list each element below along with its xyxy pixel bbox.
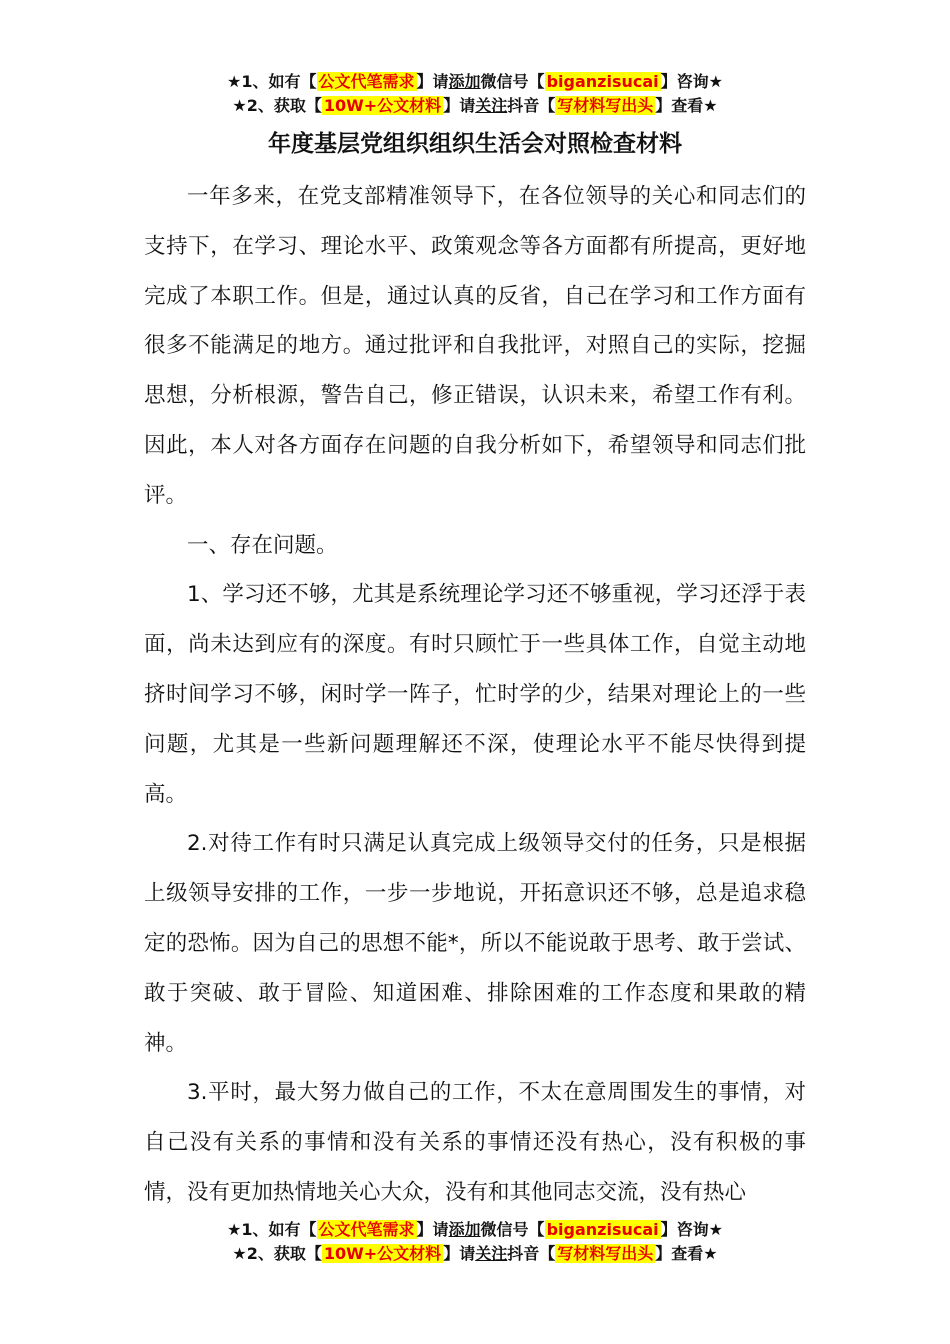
banner-text: 微信号【 — [480, 72, 545, 91]
banner-text: ★2、获取【 — [232, 96, 322, 115]
banner-highlight: 公文代笔需求 — [318, 72, 415, 91]
banner-text: 】咨询★ — [660, 1220, 723, 1239]
paragraph-item-3: 3.平时，最大努力做自己的工作，不太在意周围发生的事情，对自己没有关系的事情和没有关系的事情还没有热心，没有积极的事情，没有更加热情地关心大众，没有和其他同志交流，没有热心 — [144, 1080, 806, 1205]
banner-text: 】请 — [443, 1244, 476, 1263]
header-banner — [0, 70, 950, 118]
document-body — [144, 172, 806, 1218]
banner-text: ★2、获取【 — [232, 1244, 322, 1263]
banner-douyin-account: 写材料写出头 — [557, 96, 654, 115]
banner-douyin-account: 写材料写出头 — [557, 1244, 654, 1263]
banner-underlined-text: 添加 — [448, 1220, 481, 1239]
banner-text: 】请 — [416, 1220, 449, 1239]
section-heading: 一、存在问题。 — [187, 532, 338, 558]
banner-text: ★1、如有【 — [227, 72, 317, 91]
paragraph-item-2: 2.对待工作有时只满足认真完成上级领导交付的任务，只是根据上级领导安排的工作，一步一步地说，开拓意识还不够，总是追求稳定的恐怖。因为自己的思想不能*，所以不能说敢于思考、敢于尝试、敢于突破、敢于冒险、知道困难、排除困难的工作态度和果敢的精神。 — [144, 831, 806, 1056]
banner-highlight: 公文代笔需求 — [318, 1220, 415, 1239]
banner-line-1 — [0, 1218, 950, 1242]
banner-line-1 — [0, 70, 950, 94]
banner-underlined-text: 关注 — [475, 96, 508, 115]
banner-text: 】请 — [443, 96, 476, 115]
banner-text: 微信号【 — [480, 1220, 545, 1239]
banner-highlight: 10W+公文材料 — [323, 1244, 442, 1263]
banner-text: 抖音【 — [507, 96, 556, 115]
banner-line-2 — [0, 94, 950, 118]
banner-text: 抖音【 — [507, 1244, 556, 1263]
banner-highlight: 10W+公文材料 — [323, 96, 442, 115]
banner-text: 】咨询★ — [660, 72, 723, 91]
banner-line-2 — [0, 1242, 950, 1266]
banner-text: 】查看★ — [655, 96, 718, 115]
document-title: 年度基层党组织组织生活会对照检查材料 — [268, 131, 682, 157]
paragraph-item-1: 1、学习还不够，尤其是系统理论学习还不够重视，学习还浮于表面，尚未达到应有的深度。有时只顾忙于一些具体工作，自觉主动地挤时间学习不够，闲时学一阵子，忙时学的少，结果对理论上的一些问题，尤其是一些新问题理解还不深，使理论水平不能尽快得到提高。 — [144, 582, 806, 807]
banner-text: 】请 — [416, 72, 449, 91]
banner-text: 】查看★ — [655, 1244, 718, 1263]
banner-text: ★1、如有【 — [227, 1220, 317, 1239]
paragraph-intro: 一年多来，在党支部精准领导下，在各位领导的关心和同志们的支持下，在学习、理论水平、政策观念等各方面都有所提高，更好地完成了本职工作。但是，通过认真的反省，自己在学习和工作方面有很多不能满足的地方。通过批评和自我批评，对照自己的实际，挖掘思想，分析根源，警告自己，修正错误，认识未来，希望工作有利。因此，本人对各方面存在问题的自我分析如下，希望领导和同志们批评。 — [144, 184, 806, 508]
footer-banner — [0, 1218, 950, 1266]
banner-wechat-id: biganzisucai — [546, 1220, 659, 1239]
banner-underlined-text: 添加 — [448, 72, 481, 91]
banner-wechat-id: biganzisucai — [546, 72, 659, 91]
banner-underlined-text: 关注 — [475, 1244, 508, 1263]
